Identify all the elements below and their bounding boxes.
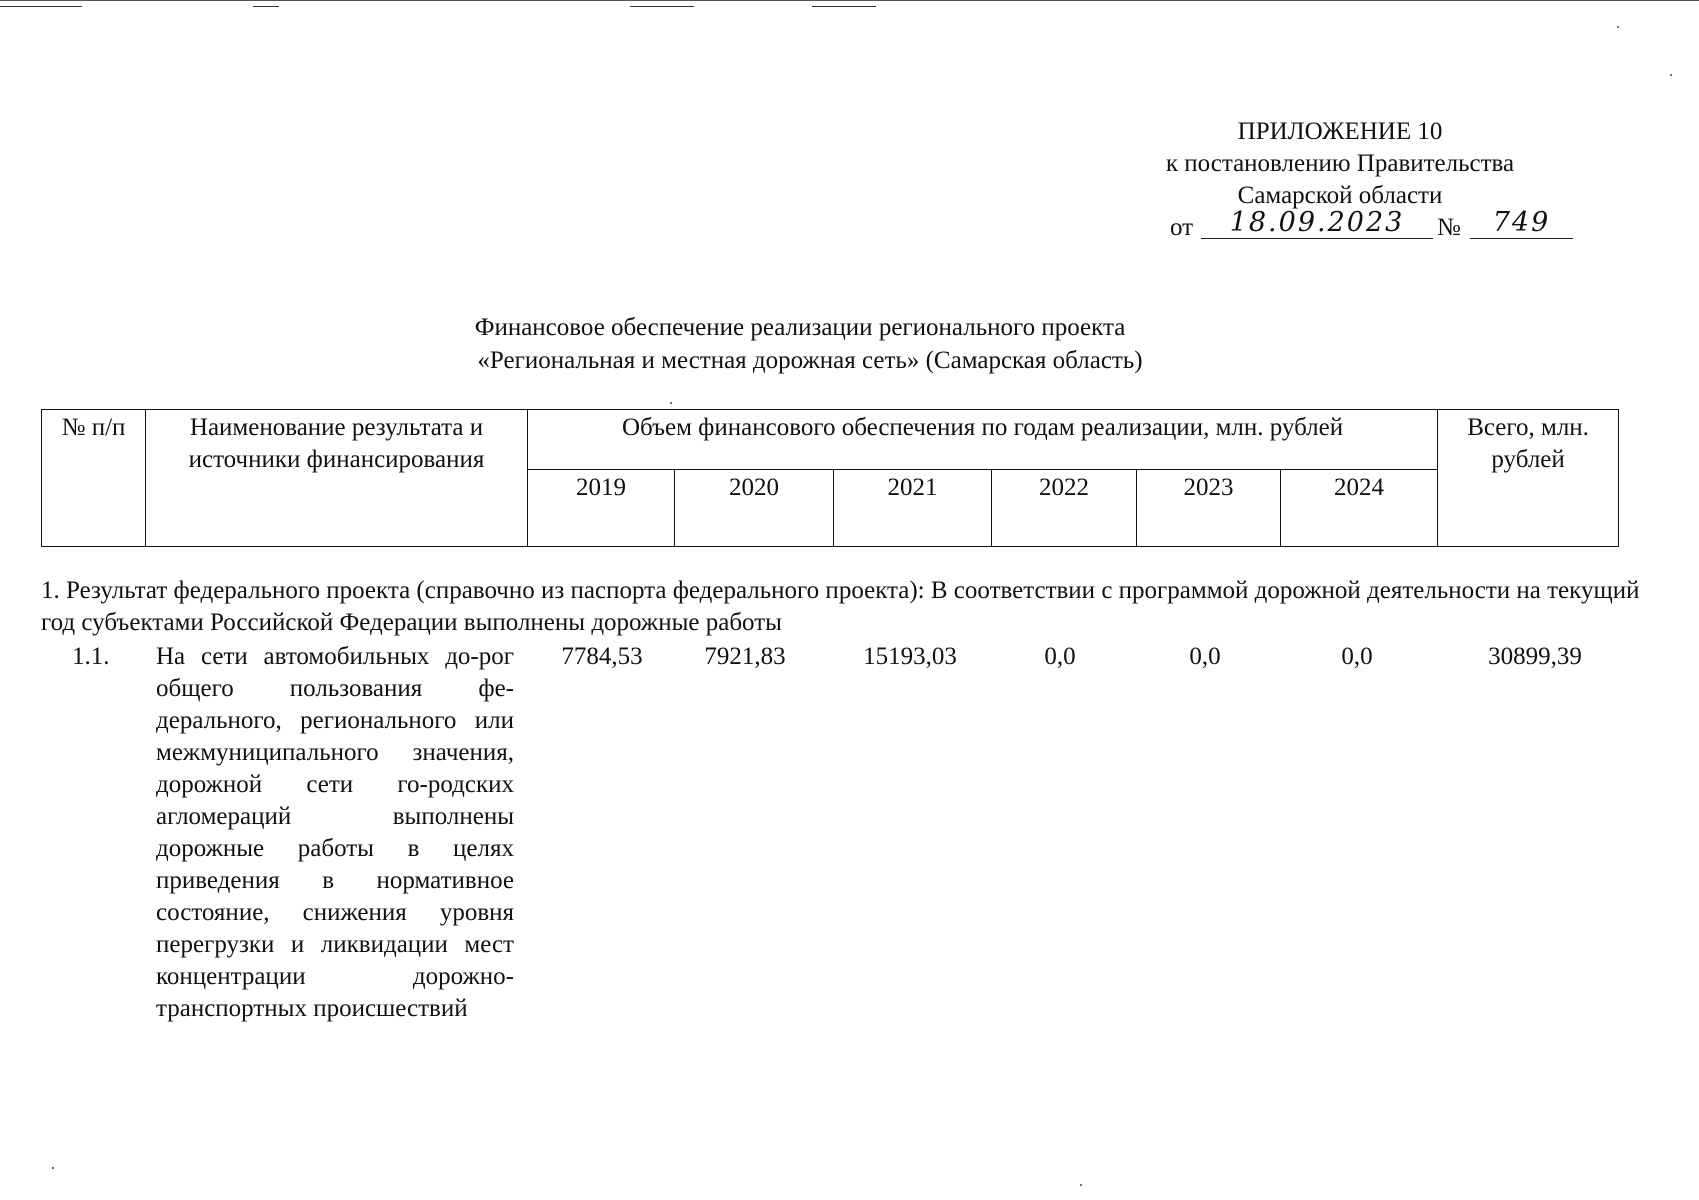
value-2019: 7784,53 — [561, 643, 643, 670]
value-2021: 15193,03 — [863, 643, 957, 670]
col-header-year: 2020 — [675, 470, 834, 547]
document-title-line2: «Региональная и местная дорожная сеть» (Самарская область) — [477, 347, 1143, 374]
col-header-number: № п/п — [42, 410, 146, 547]
value-2022: 0,0 — [1044, 643, 1076, 670]
scan-speck — [52, 1167, 54, 1169]
col-header-year: 2022 — [992, 470, 1137, 547]
col-header-year: 2019 — [528, 470, 675, 547]
number-label: № — [1437, 214, 1461, 241]
row-description: На сети автомобильных до-рог общего пользования фе-дерального, регионального или межмуниципального значения, дорожной сети го-родских агломераций выполнены дорожные работы в целях приведения в нормативное состояние, снижения уровня перегрузки и ликвидации мест концентрации дорожно-транспортных происшествий — [156, 643, 514, 1022]
resolution-date: 18.09.2023 — [1201, 208, 1433, 239]
scan-speck — [1617, 26, 1619, 28]
value-total: 30899,39 — [1488, 643, 1582, 670]
appendix-date-line — [1090, 207, 1590, 244]
value-2023: 0,0 — [1189, 643, 1221, 670]
scan-mark — [0, 6, 82, 7]
scan-mark — [630, 6, 694, 7]
appendix-to-resolution: к постановлению Правительства — [1165, 150, 1515, 177]
scan-speck — [1670, 74, 1672, 76]
scan-mark — [812, 6, 876, 7]
scan-speck — [670, 402, 672, 404]
appendix-block — [1090, 116, 1590, 244]
value-2024: 0,0 — [1341, 643, 1373, 670]
col-header-year: 2024 — [1281, 470, 1438, 547]
col-header-year: 2021 — [834, 470, 992, 547]
col-header-total: Всего, млн. рублей — [1438, 410, 1619, 547]
document-title-line1: Финансовое обеспечение реализации регионального проекта — [474, 314, 1126, 341]
from-label: от — [1170, 214, 1194, 241]
col-header-volume: Объем финансового обеспечения по годам реализации, млн. рублей — [528, 410, 1438, 470]
appendix-number: ПРИЛОЖЕНИЕ 10 — [1237, 118, 1443, 145]
row-number: 1.1. — [72, 643, 110, 670]
page-top-border — [0, 0, 1699, 1]
appendix-region: Самарской области — [1237, 182, 1443, 209]
col-header-name: Наименование результата и источники финансирования — [146, 410, 528, 547]
scan-speck — [1080, 1184, 1082, 1186]
scan-mark — [253, 6, 279, 7]
section-heading: 1. Результат федерального проекта (справочно из паспорта федерального проекта): В соответствии с программой дорожной деятельности на текущий год субъектами Российской Федерации выполнены дорожные работы — [41, 577, 1640, 636]
financing-table-header — [41, 409, 1619, 547]
value-2020: 7921,83 — [704, 643, 786, 670]
resolution-number: 749 — [1470, 208, 1573, 239]
col-header-year: 2023 — [1137, 470, 1281, 547]
